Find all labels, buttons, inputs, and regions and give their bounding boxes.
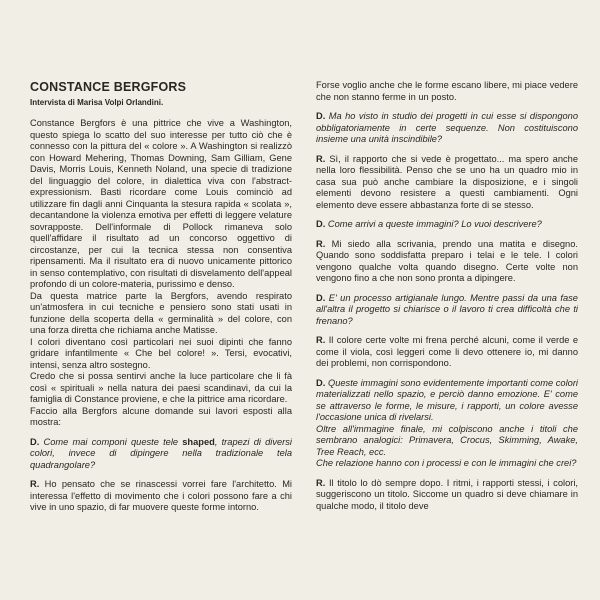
question-5: [316, 378, 578, 470]
intro-paragraph-3: I colori diventano così particolari nei suoi dipinti che fanno gridare infantilmente « Che bel colore! ». Tersi, evocativi, intensi, senza altro sostegno.: [30, 336, 292, 370]
answer-5: [316, 478, 578, 513]
question-text: Come arrivi a queste immagini? Lo vuoi descrivere?: [327, 219, 542, 229]
question-label: D.: [316, 111, 326, 121]
question-3: [316, 219, 578, 231]
intro-paragraph-5: Faccio alla Bergfors alcune domande sui lavori esposti alla mostra:: [30, 405, 292, 427]
answer-text: Mi siedo alla scrivania, prendo una matita e disegno. Quando sono soddisfatta preparo i telai e le tele. I colori vengono qualche volta quando disegno. Certe volte non vengono fino a che non sono pronta a dipingere.: [316, 238, 578, 283]
answer-4: [316, 335, 578, 370]
answer-text: Sì, il rapporto che si vede è progettato... ma spero anche nella loro flessibilità. Penso che se uno ha un quadro mio in casa sua può anche cambiare la disposizione, e i singoli elementi devono resistere a questi cambiamenti. Ogni elemento deve essere abbastanza forte di se stesso.: [316, 153, 578, 210]
question-text-3: Che relazione hanno con i processi e con le immagini che crei?: [316, 458, 577, 468]
question-text: Come mai componi queste tele: [43, 436, 183, 447]
question-text: Ma ho visto in studio dei progetti in cui esse si dispongono obbligatoriamente in certe sequenze. Non costituiscono insieme una unità inscindibile?: [316, 111, 578, 144]
answer-label: R.: [316, 238, 326, 249]
question-text-2: Oltre all'immagine finale, mi colpiscono anche i titoli che sembrano analogici: Primavera, Crocus, Skimming, Awake, Tree Reach, ecc.: [316, 423, 578, 457]
question-label: D.: [30, 436, 40, 447]
question-4: [316, 293, 578, 328]
answer-3: [316, 239, 578, 285]
intro-paragraph-2: Da questa matrice parte la Bergfors, avendo respirato un'atmosfera in cui tecniche e pensiero sono stati usati in funzione della scoperta della « germinalità » del colore, con una forza diretta che richiama anche Matisse.: [30, 290, 292, 335]
left-column: [30, 80, 292, 522]
answer-text: Il colore certe volte mi frena perché alcuni, come il verde e come il viola, così leggeri come li devo ottenere io, mi danno dei problemi, non corrispondono.: [316, 335, 578, 368]
intro-paragraph-4: Credo che si possa sentirvi anche la luce particolare che li fà così « spirituali » nella natura dei paesi scandinavi, da cui la famiglia di Constance proviene, e che la pittrice ama ricordare.: [30, 371, 292, 404]
question-label: D.: [316, 219, 326, 229]
answer-label: R.: [316, 477, 326, 488]
question-text: E' un processo artigianale lungo. Mentre passi da una fase all'altra il progetto si chiarisce o il lavoro ti crea difficoltà che ti frenano?: [316, 292, 578, 326]
right-column: [316, 80, 578, 520]
question-emphasis: shaped: [182, 436, 215, 447]
answer-text: Il titolo lo dò sempre dopo. I ritmi, i rapporti stessi, i colori, suggeriscono un titolo. Siccome un quadro si deve chiamare in qualche modo, il titolo deve: [316, 477, 578, 511]
question-label: D.: [316, 292, 326, 303]
question-1: [30, 437, 292, 472]
answer-label: R.: [30, 479, 40, 489]
question-label: D.: [316, 377, 326, 388]
question-text: Queste immagini sono evidentemente importanti come colori materializzati nello spazio, e perciò danno emozione. E' come se attraverso le forme, le misure, i rapporti, un colore avesse l'occasione unica di rivelarsi.: [316, 377, 578, 422]
answer-text: Ho pensato che se rinascessi vorrei fare l'architetto. Mi interessa l'effetto di movimento che i colori possono fare a chi vive in uno spazio, di far muovere queste forme intorno.: [30, 479, 293, 512]
answer-2: [316, 154, 578, 212]
question-2: [316, 111, 578, 146]
question-text-end: , trapezi di diversi colori, invece di dipingere nella tradizionale tela quadrangolare?: [30, 436, 292, 470]
article-title: CONSTANCE BERGFORS: [30, 80, 187, 94]
answer-1-continued: Forse voglio anche che le forme escano libere, mi piace vedere che non stanno ferme in un posto.: [316, 80, 578, 102]
intro-paragraph-1: Constance Bergfors è una pittrice che vive a Washington, questo spiega lo scatto del suo interesse per tutto ciò che è connesso con la pittura del « colore ». A Washington si realizzò con Howard Mehering, Thomas Downing, Sam Gilliam, Gene Davis, Morris Louis, Kenneth Noland, una specie di tradizione del linguaggio del colore, in dialettica viva con l'abstract-expressionism. Basti ricordare come Louis cominciò ad utilizzare fin dagli anni Cinquanta la stesura rapida « scolata », decantandone la violenza emotiva per effetti di leggere velature sovrapposte. Dell'informale di Pollock rimaneva solo quell'affidare il risultato ad un concorso oggettivo di circostanze, per cui la tecnica stessa non consentiva ripensamenti. Ma il risultato era di nuovo unicamente pittorico in senso contemplativo, con risultati di disvelamento dell'appeal profondo di un colore-materia, purissimo e denso.: [30, 118, 292, 289]
article-byline: Intervista di Marisa Volpi Orlandini.: [30, 98, 164, 107]
answer-label: R.: [316, 153, 326, 164]
answer-1: [30, 479, 292, 514]
answer-label: R.: [316, 335, 326, 345]
